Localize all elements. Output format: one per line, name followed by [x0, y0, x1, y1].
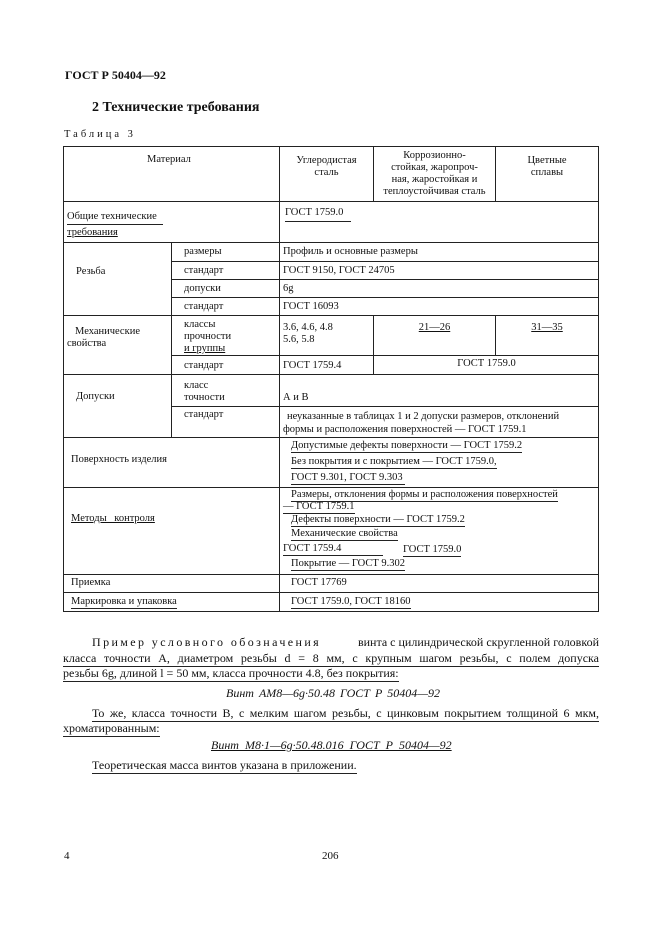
- tolerances-label: Допуски: [76, 391, 115, 402]
- header-nonferrous-line1: Цветные: [527, 155, 567, 166]
- header-carbon: [280, 155, 373, 179]
- surface-line2: Без покрытия и с покрытием — ГОСТ 1759.0,: [291, 456, 497, 467]
- tolerances-standard-value: [283, 410, 559, 436]
- header-corr-line4: теплоустойчивая сталь: [383, 186, 486, 197]
- mech-nonferrous-classes: 31—35: [531, 322, 563, 333]
- rule-surface-end: [63, 487, 599, 488]
- example-lead: Пример условного обозначения: [92, 635, 322, 649]
- page-number-center: 206: [322, 850, 339, 862]
- marking-value: ГОСТ 1759.0, ГОСТ 18160: [291, 596, 411, 607]
- tolerances-class-line1: класс: [184, 380, 209, 391]
- rule-tol-1: [171, 406, 599, 407]
- rule-thread-1: [171, 261, 599, 262]
- header-material: Материал: [147, 154, 191, 165]
- example-formula-2: Винт М8·1—6g·50.48.016 ГОСТ Р 50404—92: [211, 738, 452, 752]
- methods-line6: Покрытие — ГОСТ 9.302: [291, 558, 406, 569]
- mass-note: Теоретическая масса винтов указана в приложении.: [92, 758, 357, 772]
- general-label-line1: Общие технические: [67, 209, 163, 225]
- marking-label: Маркировка и упаковка: [71, 596, 177, 607]
- tolerances-standard-line2: формы и расположения поверхностей — ГОСТ 1759.1: [283, 424, 527, 435]
- tolerances-class-param: [184, 380, 225, 404]
- mech-carbon-line2: 5.6, 5.8: [283, 334, 315, 345]
- rule-header: [63, 201, 599, 202]
- acceptance-value: ГОСТ 17769: [291, 577, 347, 588]
- example-line3: резьбы 6g, длиной l = 50 мм, класса прочности 4.8, без покрытия:: [63, 666, 399, 680]
- mech-label-line1: Механические: [75, 326, 140, 337]
- tolerances-standard-line1: неуказанные в таблицах 1 и 2 допуски размеров, отклонений: [287, 411, 560, 422]
- mech-standard-carbon: ГОСТ 1759.4: [283, 360, 342, 371]
- tolerances-class-line2: точности: [184, 392, 225, 403]
- surface-label: Поверхность изделия: [71, 454, 167, 465]
- table-border-bottom: [63, 611, 599, 612]
- col-rule-material: [279, 146, 280, 612]
- methods-line2: — ГОСТ 1759.1: [283, 501, 355, 512]
- example-formula-1: Винт АМ8—6g·50.48 ГОСТ Р 50404—92: [226, 686, 440, 700]
- thread-dimensions-param: размеры: [184, 246, 222, 257]
- mech-classes-line1: классы: [184, 319, 216, 330]
- surface-line3: ГОСТ 9.301, ГОСТ 9.303: [291, 472, 403, 483]
- header-corrosion: [374, 150, 495, 198]
- header-carbon-line2: сталь: [314, 167, 339, 178]
- rule-general: [63, 242, 599, 243]
- rule-mech-end: [63, 374, 599, 375]
- document-id: ГОСТ Р 50404—92: [65, 68, 166, 82]
- methods-line5b: ГОСТ 1759.0: [403, 544, 462, 555]
- rule-tol-end: [63, 437, 599, 438]
- thread-dimensions-value: Профиль и основные размеры: [283, 246, 418, 257]
- methods-line4: Механические свойства: [291, 528, 398, 539]
- thread-tol-standard-param: стандарт: [184, 301, 224, 312]
- mech-label: [67, 326, 140, 350]
- table-border-right: [598, 146, 599, 612]
- page-number-left: 4: [64, 850, 70, 862]
- mech-label-line2: свойства: [67, 338, 107, 349]
- methods-line3: Дефекты поверхности — ГОСТ 1759.2: [291, 514, 465, 525]
- section-title: 2 Технические требования: [92, 100, 260, 115]
- methods-line1: Размеры, отклонения формы и расположения поверхностей: [291, 489, 558, 500]
- general-label-line2: требования: [67, 227, 118, 238]
- acceptance-label: Приемка: [71, 577, 111, 588]
- thread-standard-param: стандарт: [184, 265, 224, 276]
- thread-tol-standard-value: ГОСТ 16093: [283, 301, 339, 312]
- rule-methods-end: [63, 574, 599, 575]
- mech-corr-classes: 21—26: [418, 322, 451, 333]
- tolerances-standard-param: стандарт: [184, 409, 224, 420]
- mech-classes-line3: и группы: [184, 343, 226, 354]
- methods-line5a: ГОСТ 1759.4: [283, 543, 383, 556]
- rule-thread-end: [63, 315, 599, 316]
- table-border-top: [63, 146, 599, 147]
- thread-standard-value: ГОСТ 9150, ГОСТ 24705: [283, 265, 395, 276]
- header-corr-line2: стойкая, жаропроч-: [391, 162, 478, 173]
- thread-label: Резьба: [76, 266, 106, 277]
- mech-carbon-line1: 3.6, 4.6, 4.8: [283, 322, 333, 333]
- example-line1-rest: винта с цилиндрической скругленной головкой: [357, 635, 599, 649]
- example2-line1: То же, класса точности В, с мелким шагом резьбы, с цинковым покрытием толщиной 6 мкм,: [92, 706, 599, 720]
- table-border-left: [63, 146, 64, 612]
- mech-classes-param: [184, 319, 231, 355]
- header-corr-line3: ная, жаростойкая и: [391, 174, 478, 185]
- header-nonferrous: [496, 155, 598, 179]
- mech-carbon-classes: [283, 322, 333, 346]
- example-line1: [92, 635, 599, 650]
- general-label: [67, 209, 163, 240]
- example-line2: класса точности А, диаметром резьбы d = 8 мм, с крупным шагом резьбы, с полем допуска: [63, 651, 599, 665]
- mech-classes-line2: прочности: [184, 331, 232, 342]
- methods-label: Методы контроля: [71, 513, 155, 524]
- header-corr-line1: Коррозионно-: [403, 150, 466, 161]
- thread-tolerance-value: 6g: [283, 283, 294, 294]
- requirements-table: [63, 146, 599, 612]
- mech-standard-other: ГОСТ 1759.0: [457, 358, 516, 369]
- rule-thread-3: [171, 297, 599, 298]
- header-carbon-line1: Углеродистая: [296, 155, 357, 166]
- rule-acceptance-end: [63, 592, 599, 593]
- table-caption: Таблица 3: [64, 129, 136, 140]
- surface-line1: Допустимые дефекты поверхности — ГОСТ 1759.2: [291, 440, 523, 451]
- header-nonferrous-line2: сплавы: [530, 167, 564, 178]
- mech-standard-param: стандарт: [184, 360, 224, 371]
- general-value: ГОСТ 1759.0: [285, 207, 351, 222]
- thread-tolerance-param: допуски: [184, 283, 221, 294]
- rule-mech-1: [171, 355, 599, 356]
- rule-thread-2: [171, 279, 599, 280]
- col-rule-param: [171, 242, 172, 438]
- example2-line2: хроматированным:: [63, 721, 160, 735]
- tolerances-class-value: А и В: [283, 392, 309, 403]
